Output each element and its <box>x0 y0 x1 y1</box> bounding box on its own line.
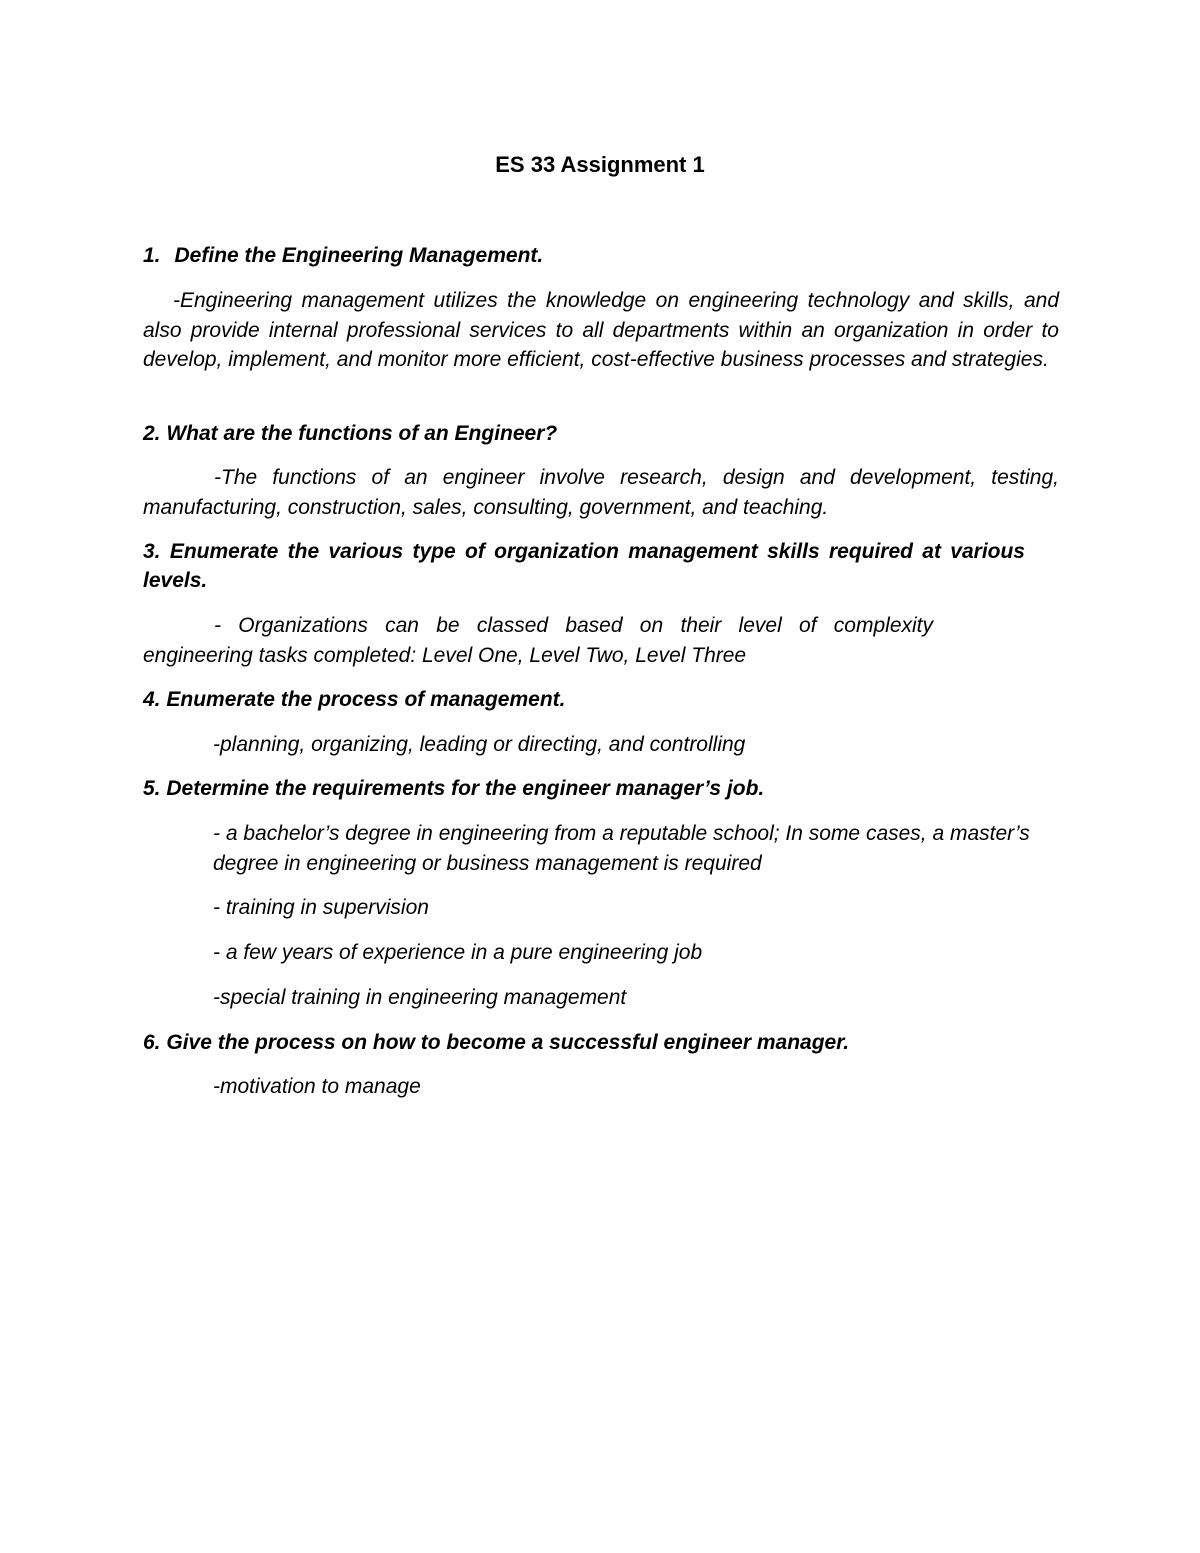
answer-4: -planning, organizing, leading or directing, and controlling <box>213 733 746 756</box>
question-text: Determine the requirements for the engineer manager’s job. <box>166 777 765 800</box>
question-text: Define the Engineering Management. <box>174 244 544 267</box>
question-4 <box>143 685 1063 714</box>
question-text: Enumerate the various type of organization management skills required at various levels. <box>143 540 1025 592</box>
question-number: 6. <box>143 1031 161 1054</box>
question-text: Enumerate the process of management. <box>166 688 566 711</box>
answer-5-item-4: -special training in engineering management <box>213 986 627 1009</box>
answer-1: -Engineering management utilizes the knowledge on engineering technology and skills, and also provide internal professional services to all departments within an organization in order to develop, implement, and monitor more efficient, cost-effective business processes and strategies. <box>143 289 1059 371</box>
answer-2: -The functions of an engineer involve research, design and development, testing, manufacturing, construction, sales, consulting, government, and teaching. <box>143 466 1059 519</box>
question-number: 1. <box>143 244 161 267</box>
document-title: ES 33 Assignment 1 <box>495 152 705 177</box>
question-text: What are the functions of an Engineer? <box>166 422 558 445</box>
answer-5-item-3: - a few years of experience in a pure engineering job <box>213 941 703 964</box>
question-1 <box>143 241 1063 270</box>
question-number: 3. <box>143 540 161 563</box>
question-6 <box>143 1028 1063 1057</box>
question-number: 2. <box>143 422 161 445</box>
answer-3: - Organizations can be classed based on their level of complexity engineering tasks completed: Level One, Level Two, Level Three <box>143 614 933 667</box>
question-text: Give the process on how to become a successful engineer manager. <box>166 1031 850 1054</box>
answer-5-item-2: - training in supervision <box>213 896 429 919</box>
question-number: 4. <box>143 688 161 711</box>
answer-6: -motivation to manage <box>213 1075 421 1098</box>
question-3 <box>143 537 1025 595</box>
question-2 <box>143 419 1063 448</box>
question-number: 5. <box>143 777 161 800</box>
answer-5-item-1: - a bachelor’s degree in engineering from a reputable school; In some cases, a master’s degree in engineering or business management is required <box>213 822 1030 875</box>
question-5 <box>143 774 1063 803</box>
